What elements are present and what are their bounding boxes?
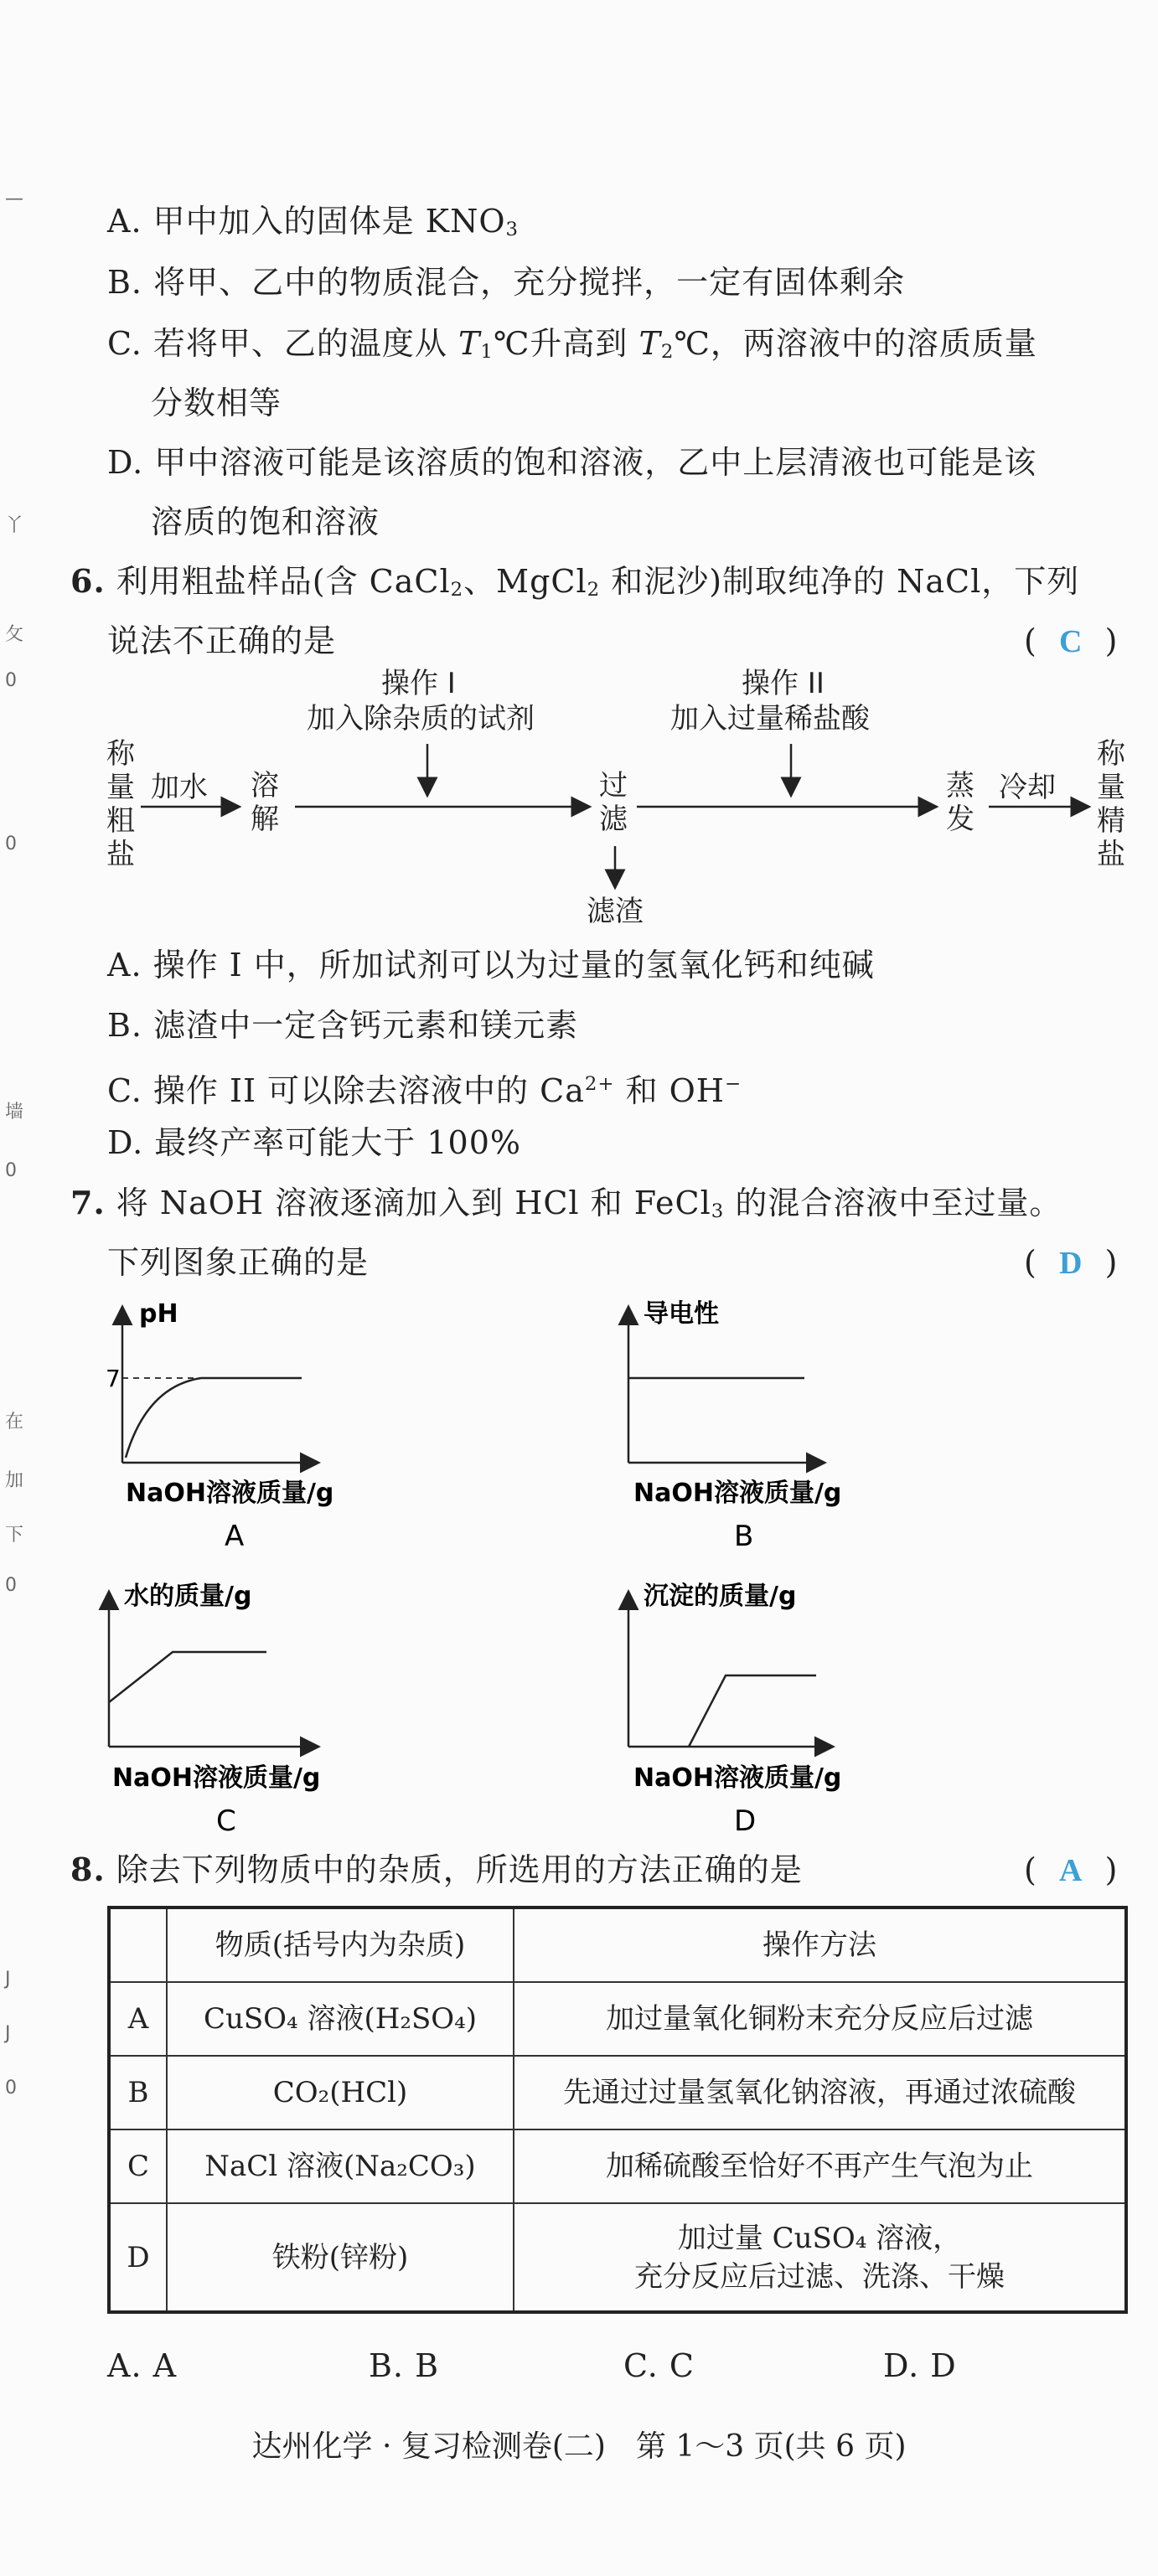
- row-method: 加过量氧化铜粉末充分反应后过滤: [514, 1982, 1126, 2056]
- q5-option-c-continued: 分数相等: [151, 385, 282, 421]
- precipitate-line: [689, 1675, 816, 1747]
- x-label: NaOH溶液质量/g: [633, 1763, 842, 1793]
- flow-op1-desc: 加入除杂质的试剂: [307, 702, 535, 736]
- row-id: A: [109, 1982, 167, 2056]
- margin-mark: 下: [5, 1525, 24, 1546]
- table-row: [109, 2129, 1126, 2203]
- row-id: B: [109, 2056, 167, 2129]
- graph-d: [628, 1582, 841, 1838]
- answer-mark: A: [1059, 1853, 1083, 1888]
- q7-stem-continued: 下列图象正确的是: [107, 1244, 370, 1281]
- table-row: [109, 2056, 1126, 2129]
- q8-stem: 8. 除去下列物质中的杂质，所选用的方法正确的是: [70, 1851, 803, 1888]
- q5-option-b: B. 将甲、乙中的物质混合，充分搅拌，一定有固体剩余: [107, 264, 906, 301]
- water-mass-line: [109, 1652, 266, 1702]
- row-method: [514, 2203, 1126, 2312]
- options-table: [107, 1906, 1128, 2314]
- ph-curve: [126, 1378, 302, 1458]
- margin-mark: 攵: [5, 624, 24, 645]
- margin-mark: 0: [5, 834, 17, 854]
- row-method: 先通过过量氢氧化钠溶液，再通过浓硫酸: [514, 2056, 1126, 2129]
- q6-option-b: B. 滤渣中一定含钙元素和镁元素: [107, 1007, 579, 1044]
- header-cell: 物质(括号内为杂质): [167, 1907, 514, 1982]
- margin-mark: 在: [5, 1412, 24, 1433]
- flow-op2-title: 操作 II: [742, 667, 825, 700]
- header-cell: [109, 1907, 167, 1982]
- y-label: 水的质量/g: [124, 1582, 252, 1611]
- y-label: pH: [139, 1299, 178, 1329]
- question-number: 7.: [70, 1184, 106, 1221]
- flow-cool: 冷却: [999, 771, 1056, 804]
- margin-mark: J: [5, 1969, 11, 1990]
- q8-choice-b: B. B: [369, 2347, 440, 2384]
- margin-mark: 0: [5, 2078, 17, 2098]
- q8-choice-d: D. D: [883, 2347, 957, 2384]
- margin-mark: 0: [5, 670, 17, 691]
- header-cell: 操作方法: [514, 1907, 1126, 1982]
- flow-arrows: [0, 0, 1158, 955]
- margin-mark: 0: [5, 1575, 17, 1596]
- margin-mark: 丫: [5, 515, 24, 536]
- row-method-line: 加过量 CuSO₄ 溶液，: [677, 2221, 962, 2255]
- flow-evaporate: 蒸发: [946, 769, 974, 836]
- q5-option-c: C. 若将甲、乙的温度从 $T_1℃$升高到 $T_2℃$，两溶液中的溶质质量: [107, 325, 1037, 363]
- margin-mark: 加: [5, 1470, 24, 1491]
- row-substance: CuSO₄ 溶液(H₂SO₄): [167, 1982, 514, 2056]
- x-label: NaOH溶液质量/g: [126, 1479, 334, 1508]
- q6-option-a: A. 操作 I 中，所加试剂可以为过量的氢氧化钙和纯碱: [107, 947, 875, 983]
- table-row: [109, 2203, 1126, 2312]
- row-substance: 铁粉(锌粉): [167, 2203, 514, 2312]
- y-label: 导电性: [644, 1299, 719, 1329]
- q6-answer: ( C ): [1024, 622, 1119, 659]
- question-number: 8.: [70, 1851, 106, 1888]
- graph-letter: B: [734, 1520, 754, 1553]
- flow-add-water: 加水: [151, 771, 208, 804]
- graph-c: [109, 1582, 320, 1838]
- flow-dissolve: 溶解: [251, 769, 279, 836]
- q5-option-d-continued: 溶质的饱和溶液: [151, 503, 380, 540]
- margin-mark: 墙: [5, 1102, 24, 1123]
- x-label: NaOH溶液质量/g: [112, 1763, 321, 1793]
- graph-a: [106, 1299, 333, 1553]
- graph-letter: D: [734, 1804, 757, 1838]
- flow-op1-title: 操作 I: [381, 667, 456, 700]
- q7-graphs: [0, 1290, 1158, 1843]
- question-number: 6.: [70, 562, 106, 600]
- row-id: C: [109, 2129, 167, 2203]
- flow-start: 称量粗盐: [106, 737, 135, 871]
- row-substance: CO₂(HCl): [167, 2056, 514, 2129]
- margin-mark: J: [5, 2023, 11, 2044]
- answer-mark: D: [1059, 1246, 1083, 1281]
- flow-residue: 滤渣: [587, 895, 644, 928]
- q6-option-c: C. 操作 II 可以除去溶液中的 $Ca^{2+}$ 和 OH−: [107, 1072, 742, 1109]
- q7-stem: 7. 将 NaOH 溶液逐滴加入到 HCl 和 FeCl$_3$ 的混合溶液中至过量。: [70, 1184, 1062, 1222]
- y-label: 沉淀的质量/g: [644, 1582, 797, 1611]
- margin-mark: —: [5, 188, 23, 209]
- q6-stem: 6. 利用粗盐样品(含 CaCl$_2$、MgCl$_2$ 和泥沙)制取纯净的 NaCl，下列: [70, 562, 1080, 601]
- row-substance: NaCl 溶液(Na₂CO₃): [167, 2129, 514, 2203]
- q7-answer: ( D ): [1024, 1244, 1119, 1281]
- graph-letter: A: [225, 1520, 245, 1553]
- row-method: 加稀硫酸至恰好不再产生气泡为止: [514, 2129, 1126, 2203]
- tick-label-7: 7: [106, 1365, 121, 1392]
- table-header-row: [109, 1907, 1126, 1982]
- graph-letter: C: [216, 1804, 236, 1838]
- q5-option-d: D. 甲中溶液可能是该溶质的饱和溶液，乙中上层清液也可能是该: [107, 444, 1037, 481]
- flow-end: 称量精盐: [1097, 737, 1125, 871]
- margin-mark: 0: [5, 1160, 17, 1181]
- answer-mark: C: [1059, 624, 1083, 659]
- page-footer: 达州化学 · 复习检测卷(二) 第 1～3 页(共 6 页): [251, 2429, 907, 2464]
- table-row: [109, 1982, 1126, 2056]
- row-id: D: [109, 2203, 167, 2312]
- q5-option-a: A. 甲中加入的固体是 $KNO_3$: [107, 203, 519, 240]
- q6-option-d: D. 最终产率可能大于 100%: [107, 1124, 521, 1161]
- row-method-line: 充分反应后过滤、洗涤、干燥: [634, 2259, 1005, 2294]
- flow-op2-desc: 加入过量稀盐酸: [670, 702, 870, 736]
- q6-stem-continued: 说法不正确的是: [107, 622, 337, 659]
- x-label: NaOH溶液质量/g: [633, 1479, 842, 1508]
- q8-choice-c: C. C: [623, 2347, 695, 2384]
- q8-answer: ( A ): [1024, 1851, 1119, 1888]
- q8-choice-a: A. A: [107, 2347, 178, 2384]
- flow-filter: 过滤: [599, 769, 628, 836]
- graph-b: [628, 1299, 841, 1553]
